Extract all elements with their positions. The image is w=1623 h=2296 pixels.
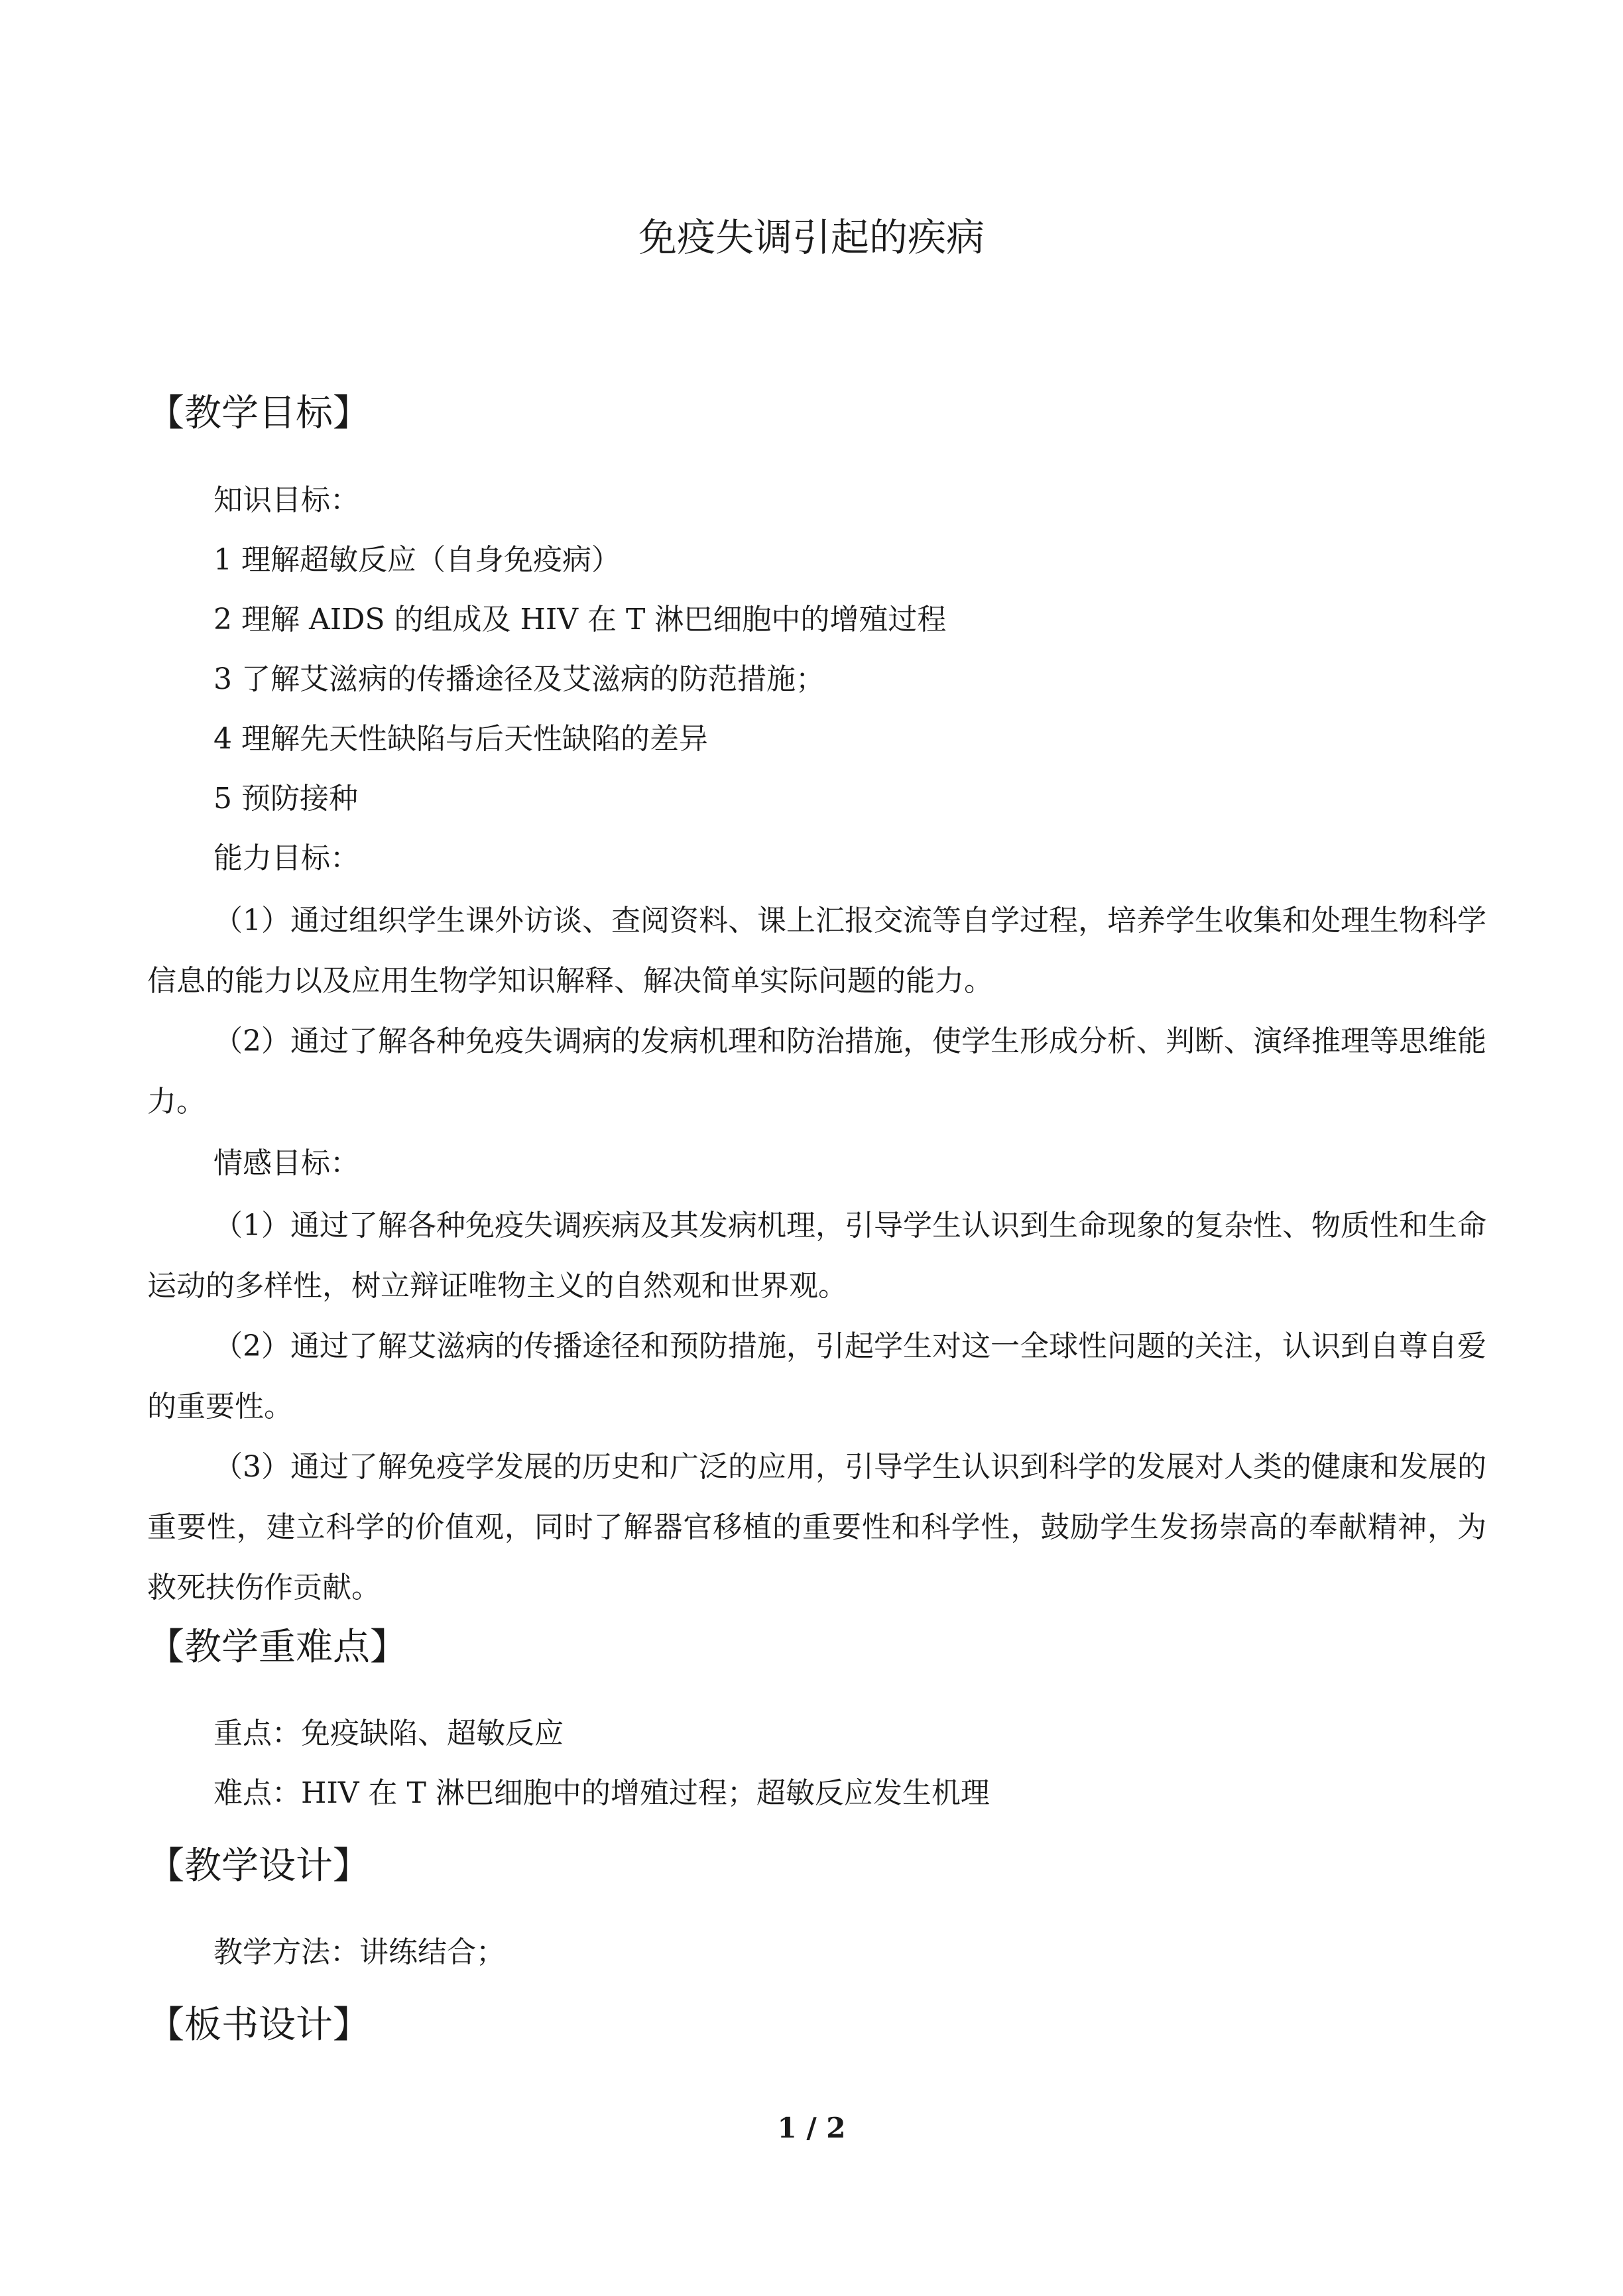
knowledge-label: 知识目标： [213, 483, 359, 517]
ability-item: （1）通过组织学生课外访谈、查阅资料、课上汇报交流等自学过程，培养学生收集和处理生物科学信息的能力以及应用生物学知识解释、解决简单实际问题的能力。 [147, 904, 1486, 998]
ability-item: （2）通过了解各种免疫失调病的发病机理和防治措施，使学生形成分析、判断、演绎推理等思维能力。 [147, 1024, 1486, 1118]
knowledge-item: 2 理解 AIDS 的组成及 HIV 在 T 淋巴细胞中的增殖过程 [213, 603, 947, 636]
section-heading-design: 【教学设计】 [147, 1844, 370, 1888]
section-heading-key-points: 【教学重难点】 [147, 1626, 407, 1669]
difficult-point: 难点：HIV 在 T 淋巴细胞中的增殖过程；超敏反应发生机理 [213, 1776, 990, 1810]
knowledge-item: 4 理解先天性缺陷与后天性缺陷的差异 [213, 722, 708, 756]
emotion-item: （2）通过了解艾滋病的传播途径和预防措施，引起学生对这一全球性问题的关注，认识到自尊自爱的重要性。 [147, 1329, 1486, 1423]
emotion-label: 情感目标： [213, 1146, 359, 1180]
knowledge-item: 5 预防接种 [213, 782, 358, 816]
key-point: 重点：免疫缺陷、超敏反应 [213, 1717, 564, 1750]
emotion-item: （1）通过了解各种免疫失调疾病及其发病机理，引导学生认识到生命现象的复杂性、物质性和生命运动的多样性，树立辩证唯物主义的自然观和世界观。 [147, 1209, 1486, 1303]
section-heading-board: 【板书设计】 [147, 2004, 370, 2047]
knowledge-item: 1 理解超敏反应（自身免疫病） [213, 543, 621, 577]
teaching-method: 教学方法：讲练结合； [213, 1935, 505, 1969]
emotion-item: （3）通过了解免疫学发展的历史和广泛的应用，引导学生认识到科学的发展对人类的健康和发展的重要性，建立科学的价值观，同时了解器官移植的重要性和科学性，鼓励学生发扬崇高的奉献精神，为救死扶伤作贡献。 [147, 1450, 1486, 1604]
page-title: 免疫失调引起的疾病 [638, 215, 985, 260]
section-heading-objectives: 【教学目标】 [147, 392, 370, 435]
knowledge-item: 3 了解艾滋病的传播途径及艾滋病的防范措施； [213, 662, 825, 696]
page-number: 1 / 2 [777, 2112, 846, 2144]
ability-label: 能力目标： [213, 841, 359, 875]
